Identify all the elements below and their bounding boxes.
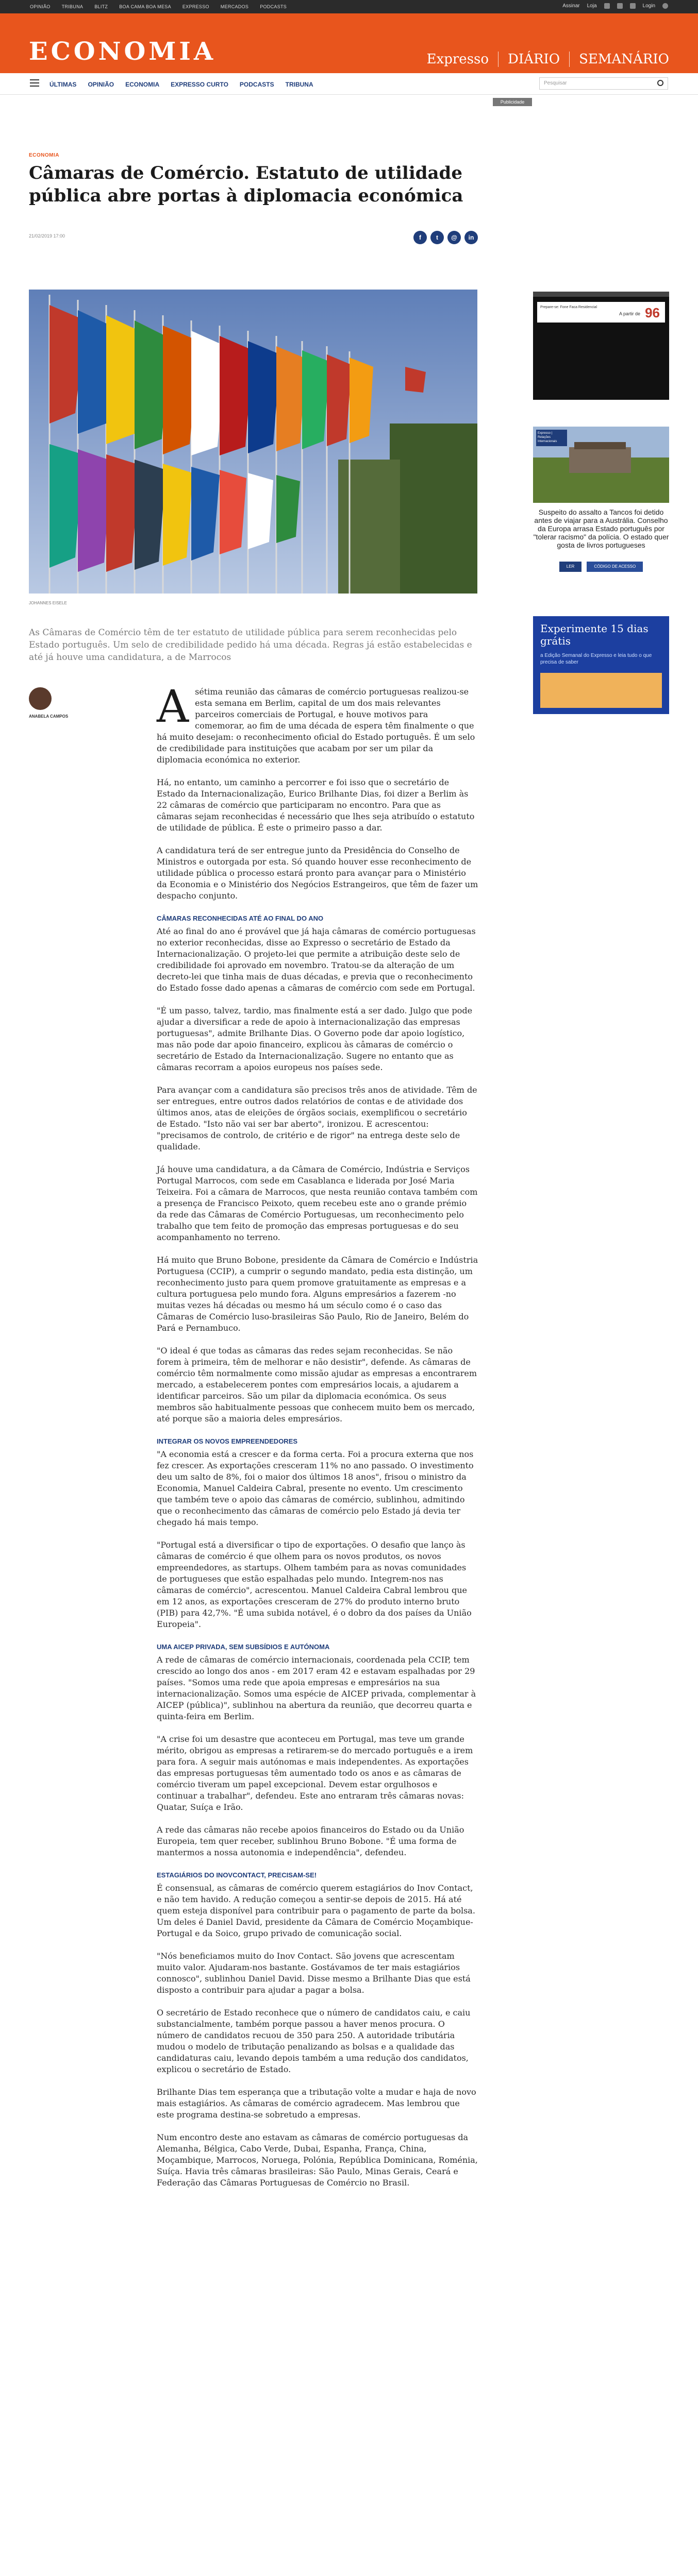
ad-text: Prepare-se: Fone Faca Residencial bbox=[540, 306, 597, 309]
paragraph: Brilhante Dias tem esperança que a tributação volte a mudar e haja de novo mais estagiários. As câmaras de comércio agradecem. Mas lembrou que este programa destina-se sobretudo a empresas. bbox=[157, 2087, 476, 2120]
search-icon[interactable] bbox=[657, 80, 663, 86]
search-input[interactable] bbox=[539, 77, 668, 90]
paragraph: A rede das câmaras não recebe apoios financeiros do Estado ou da União Europeia, tem quer receber, sublinhou Bruno Bobone. "É uma forma de mantermos a nossa autonomia e independência", defendeu. bbox=[157, 1825, 464, 1857]
top-links bbox=[30, 4, 287, 9]
paragraph: "Portugal está a diversificar o tipo de exportações. O desafio que lanço às câmaras de comércio é que olhem para os novos produtos, os novos empreendedores, as startups. Olhem também para as novas comunidades de portugueses que estão espalhadas pelo mundo. Integrem-nos nas câmaras de comércio", acrescentou. Manuel Caldeira Cabral lembrou que em 12 anos, as exportações cresceram de 27% do produto interno bruto (PIB) para 42,7%. "É uma subida notável, é o dobro da dos países da União Europeia". bbox=[157, 1540, 472, 1629]
search-placeholder: Pesquisar bbox=[544, 80, 567, 86]
subscribe-link[interactable]: Assinar bbox=[562, 3, 580, 9]
paragraph: "Nós beneficiamos muito do Inov Contact. São jovens que acrescentam muito valor. Ajudaram-nos bastante. Gostávamos de ter mais estagiários connosco", sublinhou Daniel David. Disse mesmo a Brilhante Dias que está disposto a contribuir para ajudar a pagar a bolsa. bbox=[157, 1951, 471, 1995]
section-heading: CÂMARAS RECONHECIDAS ATÉ AO FINAL DO ANO bbox=[157, 914, 324, 922]
paragraph: É consensual, as câmaras de comércio querem estagiários do Inov Contact, e não tem havido. A redução começou a sentir-se depois de 2015. Há até quem esteja disponível para contribuir para o pagamento de parte da bolsa. Um deles é Daniel David, presidente da Câmara de Comércio Moçambique-Portugal e da Soico, grupo privado de comunicação social. bbox=[157, 1883, 475, 1938]
paragraph: "É um passo, talvez, tardio, mas finalmente está a ser dado. Julgo que pode ajudar a diversificar a rede de apoio à internacionalização das empresas portuguesas", admite Brilhante Dias. O Governo pode dar apoio logístico, mas não pode dar apoio financeiro, explicou às câmaras de comércio o secretário de Estado da Internacionalização. Sugere no entanto que as câmaras recorram a apoios europeus nos países sede. bbox=[157, 1006, 473, 1072]
divider bbox=[569, 52, 570, 67]
ad-panel bbox=[537, 302, 665, 323]
ad-strip bbox=[533, 292, 669, 297]
section-kicker[interactable]: ECONOMIA bbox=[29, 152, 59, 158]
nav-ultimas[interactable]: ÚLTIMAS bbox=[49, 81, 77, 88]
instagram-icon[interactable] bbox=[630, 3, 636, 9]
nav-items bbox=[49, 81, 313, 88]
paragraph: Até ao final do ano é provável que já haja câmaras de comércio portuguesas no exterior reconhecidas, disse ao Expresso o secretário de Estado da Internacionalização. O projeto-lei que permite a atribuição deste selo de credibilidade foi aprovado em novembro. Tratou-se da alteração de um decreto-lei que tinha mais de duas décadas, e previa que o reconhecimento do Estado fosse dado apenas a câmaras de comércio com sede em Portugal. bbox=[157, 926, 476, 993]
related-title[interactable]: Suspeito do assalto a Tancos foi detido antes de viajar para a Austrália. Conselho da Europa arrasa Estado português por "tolerar racismo" da polícia. O estado quer gosta de livros portugueses bbox=[533, 508, 669, 549]
access-code-button[interactable]: CÓDIGO DE ACESSO bbox=[587, 562, 643, 572]
article-title: Câmaras de Comércio. Estatuto de utilidade pública abre portas à diplomacia económica bbox=[29, 163, 463, 206]
nav-expresso-curto[interactable]: EXPRESSO CURTO bbox=[171, 81, 228, 88]
top-link[interactable]: MERCADOS bbox=[220, 4, 249, 9]
brand-diario[interactable]: DIÁRIO bbox=[508, 52, 560, 67]
user-icon[interactable] bbox=[662, 3, 668, 9]
twitter-icon[interactable] bbox=[617, 3, 623, 9]
top-link[interactable]: TRIBUNA bbox=[61, 4, 84, 9]
paragraph: A rede de câmaras de comércio internacionais, coordenada pela CCIP, tem crescido ao longo dos anos - em 2017 eram 42 e estavam espalhadas por 29 países. "Somos uma rede que apoia empresas e empresários na sua internacionalização. Somos uma espécie de AICEP privada, complementar à AICEP (pública)", sublinhou na abertura da reunião, que decorreu quarta e quinta-feira em Berlim. bbox=[157, 1655, 476, 1721]
email-share-icon[interactable]: @ bbox=[447, 231, 461, 244]
nav-podcasts[interactable]: PODCASTS bbox=[239, 81, 274, 88]
menu-icon[interactable] bbox=[30, 79, 39, 87]
paragraph: Já houve uma candidatura, a da Câmara de Comércio, Indústria e Serviços Portugal Marrocos, com sede em Casablanca e liderada por José Maria Teixeira. Foi a câmara de Marrocos, que nesta reunião contava também com a presença de Francisco Peixoto, quem recebeu este ano o grande prémio da rede das Câmaras de Comércio Portuguesas, um reconhecimento pelo trabalho que tem feito de promoção das empresas portuguesas e do seu acompanhamento no terreno. bbox=[157, 1164, 478, 1242]
ad-price: 96 bbox=[645, 305, 660, 320]
brand-semanario[interactable]: SEMANÁRIO bbox=[579, 52, 669, 67]
paragraph: "A crise foi um desastre que aconteceu em Portugal, mas teve um grande mérito, obrigou as empresas a retirarem-se do mercado português e a irem para fora. A seguir mais autónomas e mais independentes. As exportações das empresas portuguesas têm aumentado todo os anos e as câmaras de comércio tiveram um papel excepcional. Devem estar orgulhosos e continuar a trabalhar", defendeu. Este ano entraram três câmaras novas: Quatar, Suíça e Irão. bbox=[157, 1734, 473, 1812]
related-logo: Expresso | Relações Internacionais bbox=[536, 430, 567, 446]
facebook-icon[interactable] bbox=[604, 3, 610, 9]
subscription-subtitle: a Edição Semanal do Expresso e leia tudo o que precisa de saber bbox=[540, 653, 652, 665]
ad-label: Publicidade bbox=[493, 98, 532, 106]
paragraph: A candidatura terá de ser entregue junto da Presidência do Conselho de Ministros e outorgada por esta. Só quando houver esse reconhecimento de utilidade pública o processo estará pronto para avançar para o Ministério da Economia e o Ministério dos Negócios Estrangeiros, que têm de fazer um despacho conjunto. bbox=[157, 845, 478, 901]
linkedin-share-icon[interactable]: in bbox=[464, 231, 478, 244]
masthead bbox=[0, 13, 698, 73]
subscription-ad[interactable] bbox=[533, 616, 669, 714]
facebook-share-icon[interactable]: f bbox=[413, 231, 427, 244]
subscription-title: Experimente 15 dias grátis bbox=[540, 622, 649, 647]
ad-unit: A partir de bbox=[619, 311, 640, 316]
paragraph: Há muito que Bruno Bobone, presidente da Câmara de Comércio e Indústria Portuguesa (CCIP), a cumprir o segundo mandato, pedia esta distinção, um reconhecimento justo para quem promove gratuitamente as empresas e a cultura portuguesa pelo mundo fora. Alguns empresários a fazerem -no muitas vezes há décadas ou mesmo há um século como é o caso das Câmaras de Comércio luso-brasileiras São Paulo, Rio de Janeiro, Belém do Pará e Pernambuco. bbox=[157, 1255, 478, 1333]
section-heading: UMA AICEP PRIVADA, SEM SUBSÍDIOS E AUTÓNOMA bbox=[157, 1643, 330, 1651]
top-bar bbox=[0, 0, 698, 13]
shop-link[interactable]: Loja bbox=[587, 3, 597, 9]
paragraph: "O ideal é que todas as câmaras das redes sejam reconhecidas. Se não forem à primeira, têm de melhorar e não desistir", defende. As câmaras de comércio têm normalmente como missão ajudar as empresas a encontrarem mercado, a estabelecerem pontes com empresários locais, a ajudarem a identificar parceiros. São um pilar da diplomacia económica. Os seus membros são habitualmente pessoas que conhecem muito bem os mercado, até porque são a maioria deles empresários. bbox=[157, 1346, 477, 1423]
top-link[interactable]: BOA CAMA BOA MESA bbox=[119, 4, 171, 9]
top-right bbox=[562, 3, 668, 9]
main-nav bbox=[0, 73, 698, 95]
sidebar-ad[interactable] bbox=[533, 292, 669, 400]
top-link[interactable]: PODCASTS bbox=[260, 4, 287, 9]
image-credit: JOHANNES EISELE bbox=[29, 601, 67, 605]
brand-links bbox=[427, 52, 669, 67]
sidebar bbox=[533, 292, 669, 665]
nav-tribuna[interactable]: TRIBUNA bbox=[285, 81, 313, 88]
paragraph: Para avançar com a candidatura são precisos três anos de atividade. Têm de ser entregues, entre outros dados relatórios de contas e de atividade dos últimos anos, atas de eleições de órgãos sociais, exemplificou o secretário de Estado. "Isto não vai ser bar aberto", ironizou. E acrescentou: "precisamos de controlo, de critério e de rigor" na entrega deste selo de qualidade. bbox=[157, 1085, 477, 1151]
login-link[interactable]: Login bbox=[642, 3, 655, 9]
read-button[interactable]: LER bbox=[559, 562, 582, 572]
twitter-share-icon[interactable]: t bbox=[430, 231, 444, 244]
author-avatar[interactable] bbox=[29, 687, 52, 710]
author-block bbox=[29, 687, 132, 719]
paragraph: Num encontro deste ano estavam as câmaras de comércio portuguesas da Alemanha, Bélgica, Cabo Verde, Dubai, Espanha, França, China, Moçambique, Marrocos, Noruega, Polónia, República Dominicana, Roménia, Suíça. Havia três câmaras brasileiras: São Paulo, Minas Gerais, Ceará e Federação das Câmaras Portuguesas de Comércio no Brasil. bbox=[157, 2132, 478, 2188]
brand-expresso[interactable]: Expresso bbox=[426, 52, 489, 67]
article-date: 21/02/2019 17:00 bbox=[29, 233, 65, 239]
related-thumbnail[interactable] bbox=[533, 427, 669, 503]
subscription-image bbox=[540, 673, 662, 708]
article-lead: As Câmaras de Comércio têm de ter estatuto de utilidade pública para serem reconhecidas pelo Estado português. Um selo de credibilidade pedido há uma década. Regras já estão estabelecidas e até já houve uma candidatura, a de Marrocos bbox=[29, 628, 472, 663]
top-link[interactable]: EXPRESSO bbox=[182, 4, 209, 9]
article-body bbox=[157, 681, 478, 2200]
paragraph: Asétima reunião das câmaras de comércio portuguesas realizou-se esta semana em Berlim, capital de um dos mais relevantes parceiros comerciais de Portugal, e houve motivos para comemorar, ao fim de uma década de espera têm finalmente o que há muito desejam: o reconhecimento oficial do Estado português. É um selo de credibilidade para instituições que acabam por ser um pilar da diplomacia económica no exterior. bbox=[157, 681, 475, 765]
flags-photo bbox=[29, 290, 477, 594]
section-heading: ESTAGIÁRIOS DO INOVCONTACT, PRECISAM-SE! bbox=[157, 1871, 317, 1879]
section-heading: INTEGRAR OS NOVOS EMPREENDEDORES bbox=[157, 1437, 298, 1445]
hero-image bbox=[29, 290, 477, 594]
drop-cap: A bbox=[157, 681, 189, 733]
nav-opiniao[interactable]: OPINIÃO bbox=[88, 81, 114, 88]
paragraph: Há, no entanto, um caminho a percorrer e foi isso que o secretário de Estado da Internacionalização, Eurico Brilhante Dias, foi dizer a Berlim às 22 câmaras de comércio que participaram no encontro. Para que as câmaras sejam reconhecidas é necessário que lhes seja atribuído o estatuto de utilidade de pública. É este o primeiro passo a dar. bbox=[157, 777, 475, 833]
top-link[interactable]: BLITZ bbox=[94, 4, 108, 9]
nav-economia[interactable]: ECONOMIA bbox=[125, 81, 160, 88]
site-logo[interactable]: ECONOMIA bbox=[29, 37, 217, 66]
share-buttons bbox=[413, 231, 478, 244]
author-name[interactable]: ANABELA CAMPOS bbox=[29, 714, 69, 719]
paragraph: "A economia está a crescer e da forma certa. Foi a procura externa que nos fez crescer. As exportações cresceram 11% no ano passado. O investimento deu um salto de 8%, foi o maior dos últimos 18 anos", frisou o ministro da Economia, Manuel Caldeira Cabral, presente no evento. Um crescimento que também teve o apoio das câmaras de comércio, sublinhou, admitindo que o reconhecimento das câmaras de comércio pelo Estado já devia ter chegado há mais tempo. bbox=[157, 1449, 474, 1527]
sidebar-buttons bbox=[533, 562, 669, 572]
related-card[interactable] bbox=[533, 427, 669, 504]
top-link[interactable]: OPINIÃO bbox=[30, 4, 51, 9]
paragraph: O secretário de Estado reconhece que o número de candidatos caiu, e caiu substancialmente, também porque passou a haver menos procura. O número de candidatos recuou de 350 para 250. A autoridade tributária mudou o modelo de tributação penalizando as bolsas e a qualidade das candidaturas caiu, levando depois também a uma redução dos candidatos, explicou o secretário de Estado. bbox=[157, 2008, 471, 2074]
